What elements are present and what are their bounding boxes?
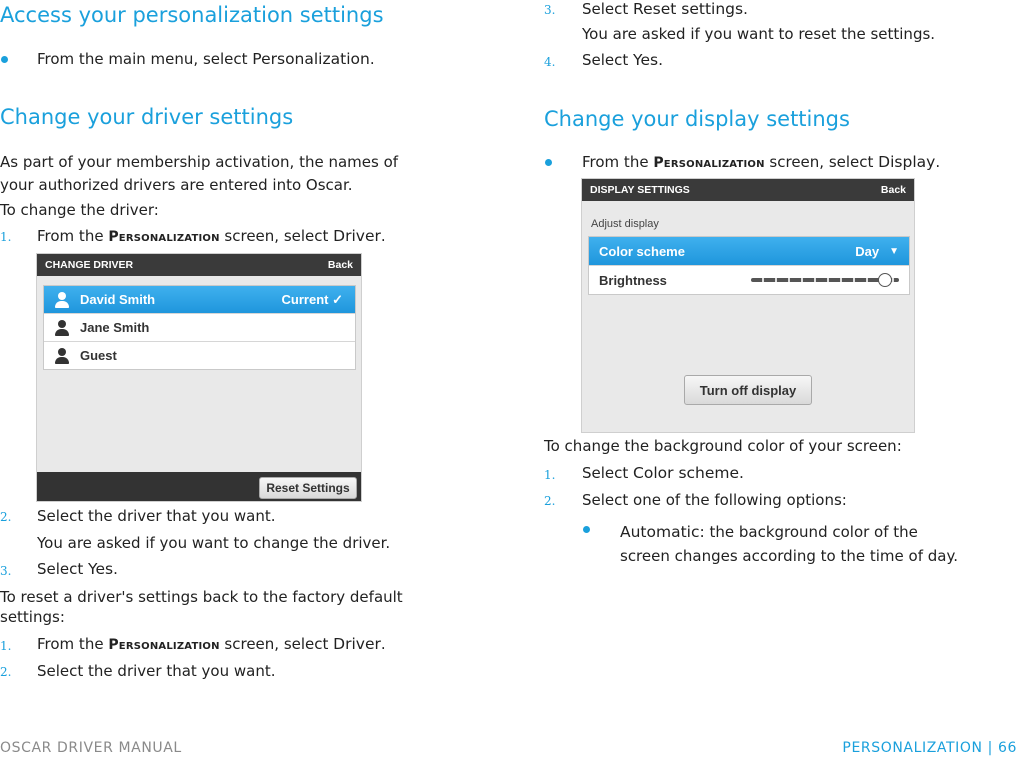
back-button[interactable]: Back <box>880 184 906 196</box>
driver-list <box>43 285 356 370</box>
bullet <box>583 526 590 533</box>
back-button[interactable]: Back <box>327 259 353 271</box>
reset-step-1: From the Personalization screen, select Driver. <box>37 635 386 653</box>
reset-step-4: Select Yes. <box>582 51 663 69</box>
change-step-1: From the Personalization screen, select Driver. <box>37 227 386 245</box>
change-step-2-note: You are asked if you want to change the driver. <box>37 534 391 552</box>
step-number: 1. <box>0 639 12 653</box>
driver-name: Jane Smith <box>80 320 150 335</box>
step-number: 4. <box>544 55 556 69</box>
display-settings-screenshot <box>581 178 915 433</box>
screen-title: DISPLAY SETTINGS <box>590 184 690 196</box>
reset-settings-button[interactable]: Reset Settings <box>259 477 357 499</box>
display-instruction: From the Personalization screen, select Display. <box>582 153 941 171</box>
subheading-change-driver: To change the driver: <box>0 201 159 219</box>
color-scheme-label: Color scheme <box>599 243 685 259</box>
section-label: Adjust display <box>591 218 659 230</box>
person-icon <box>54 320 70 336</box>
driver-row-guest[interactable] <box>44 342 355 369</box>
driver-row-david-smith[interactable] <box>44 286 355 314</box>
color-step-2: Select one of the following options: <box>582 491 847 509</box>
screen-title: CHANGE DRIVER <box>45 259 134 271</box>
display-options-list <box>588 236 910 295</box>
change-step-3: Select Yes. <box>37 560 118 578</box>
intro-paragraph: As part of your membership activation, the names of your authorized drivers are entered into Oscar. <box>0 153 399 194</box>
slider-handle[interactable] <box>878 273 892 287</box>
color-scheme-value: Day <box>855 243 880 259</box>
heading-access-settings: Access your personalization settings <box>0 3 384 27</box>
screen-header <box>37 254 361 276</box>
driver-name: Guest <box>80 348 117 363</box>
option-automatic: Automatic: the background color of the screen changes according to the time of day. <box>620 523 958 565</box>
dropdown-arrow-icon: ▼ <box>889 245 899 257</box>
screen-header <box>582 179 914 201</box>
step-number: 1. <box>544 468 556 482</box>
change-driver-screenshot <box>36 253 362 502</box>
reset-step-3: Select Reset settings. <box>582 0 748 18</box>
brightness-label: Brightness <box>599 272 667 288</box>
color-step-1: Select Color scheme. <box>582 464 744 482</box>
driver-row-jane-smith[interactable] <box>44 314 355 342</box>
bullet <box>1 56 8 63</box>
heading-display-settings: Change your display settings <box>544 107 850 131</box>
subheading-reset-driver: To reset a driver's settings back to the factory default settings: <box>0 588 403 626</box>
footer-page-number: PERSONALIZATION | 66 <box>842 740 1017 756</box>
reset-step-2: Select the driver that you want. <box>37 662 276 680</box>
current-badge: Current ✓ <box>281 291 343 307</box>
brightness-slider[interactable] <box>751 273 899 287</box>
driver-name: David Smith <box>80 292 156 307</box>
brightness-row <box>589 266 909 294</box>
color-scheme-row[interactable] <box>589 237 909 266</box>
step-number: 1. <box>0 230 12 244</box>
step-number: 2. <box>0 510 12 524</box>
person-icon <box>54 292 70 308</box>
step-number: 2. <box>0 665 12 679</box>
change-step-2: Select the driver that you want. <box>37 507 276 525</box>
access-instruction: From the main menu, select Personalization. <box>37 50 375 68</box>
step-number: 2. <box>544 494 556 508</box>
footer-manual-title: OSCAR DRIVER MANUAL <box>0 740 182 756</box>
step-number: 3. <box>0 564 12 578</box>
person-icon <box>54 348 70 364</box>
bullet <box>545 159 552 166</box>
heading-driver-settings: Change your driver settings <box>0 105 294 129</box>
slider-track <box>751 278 899 282</box>
subheading-color-scheme: To change the background color of your screen: <box>544 437 902 455</box>
turn-off-display-button[interactable]: Turn off display <box>684 375 812 405</box>
reset-step-3-note: You are asked if you want to reset the settings. <box>582 25 936 43</box>
step-number: 3. <box>544 3 556 17</box>
